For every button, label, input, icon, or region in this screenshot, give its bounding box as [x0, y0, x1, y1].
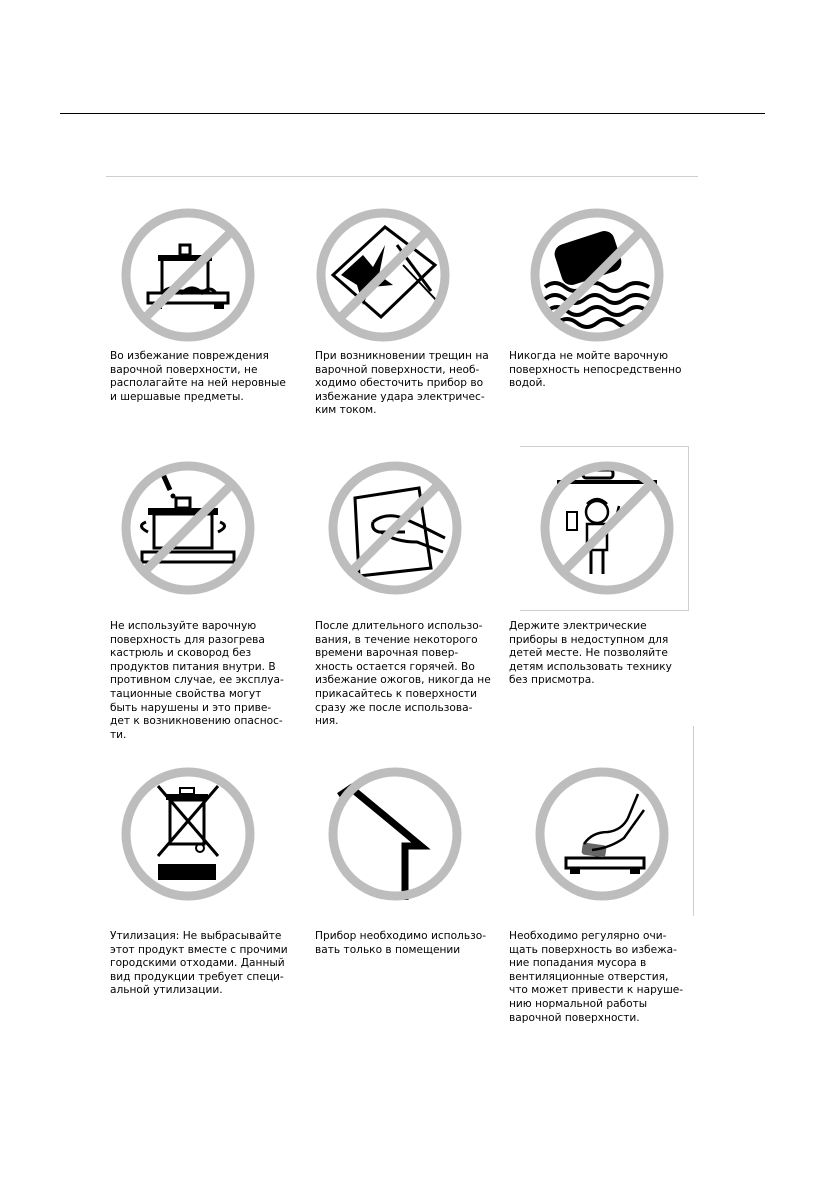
- frame-line: [520, 610, 688, 611]
- caption-hot-surface: После длительного использо- вания, в течение некоторого времени варочная повер- хность остается горячей. Во избежание ожогов, никогда не прикасайтесь к поверхности сразу же после использова- ния.: [315, 620, 491, 728]
- caption-children: Держите электрические приборы в недоступном для детей месте. Не позволяйте детям использовать технику без присмотра.: [509, 620, 672, 687]
- frame-line: [688, 446, 689, 611]
- caption-disposal: Утилизация: Не выбрасывайте этот продукт вместе с прочими городскими отходами. Данный вид продукции требует специ- альной утилизации.: [110, 930, 288, 997]
- indoor-use-only-icon: [325, 764, 465, 904]
- frame-line: [693, 726, 694, 916]
- empty-pot-heating-prohibited-icon: [118, 458, 258, 598]
- caption-indoor-only: Прибор необходимо использо- вать только в помещении: [315, 930, 487, 956]
- hand-on-hot-surface-prohibited-icon: [325, 458, 465, 598]
- crossed-out-bin-icon: [118, 764, 258, 904]
- caption-empty-cookware: Не используйте варочную поверхность для разогрева кастрюль и сковород без продуктов питания внутри. В противном случае, ее эксплуа- тационные свойства могут быть нарушены и это приве- дет к возникновению опаснос- ти.: [110, 620, 284, 741]
- caption-cracks: При возникновении трещин на варочной поверхности, необ- ходимо обесточить прибор во избежание удара электричес- ким током.: [315, 350, 489, 417]
- frame-line: [106, 176, 698, 177]
- frame-line: [520, 446, 688, 447]
- no-washing-in-water-icon: [527, 205, 667, 345]
- caption-cleaning-vents: Необходимо регулярно очи- щать поверхность во избежа- ние попадания мусора в вентиляционные отверстия, что может привести к наруше- нию нормальной работы варочной поверхности.: [509, 930, 684, 1024]
- child-reaching-prohibited-icon: [537, 458, 677, 598]
- hand-cleaning-hob-icon: [532, 764, 672, 904]
- cracked-surface-prohibited-icon: [313, 205, 453, 345]
- pot-on-hob-prohibited-icon: [118, 205, 258, 345]
- caption-no-water: Никогда не мойте варочную поверхность непосредственно водой.: [509, 350, 682, 390]
- caption-uneven-objects: Во избежание повреждения варочной поверхности, не располагайте на ней неровные и шершавые предметы.: [110, 350, 286, 403]
